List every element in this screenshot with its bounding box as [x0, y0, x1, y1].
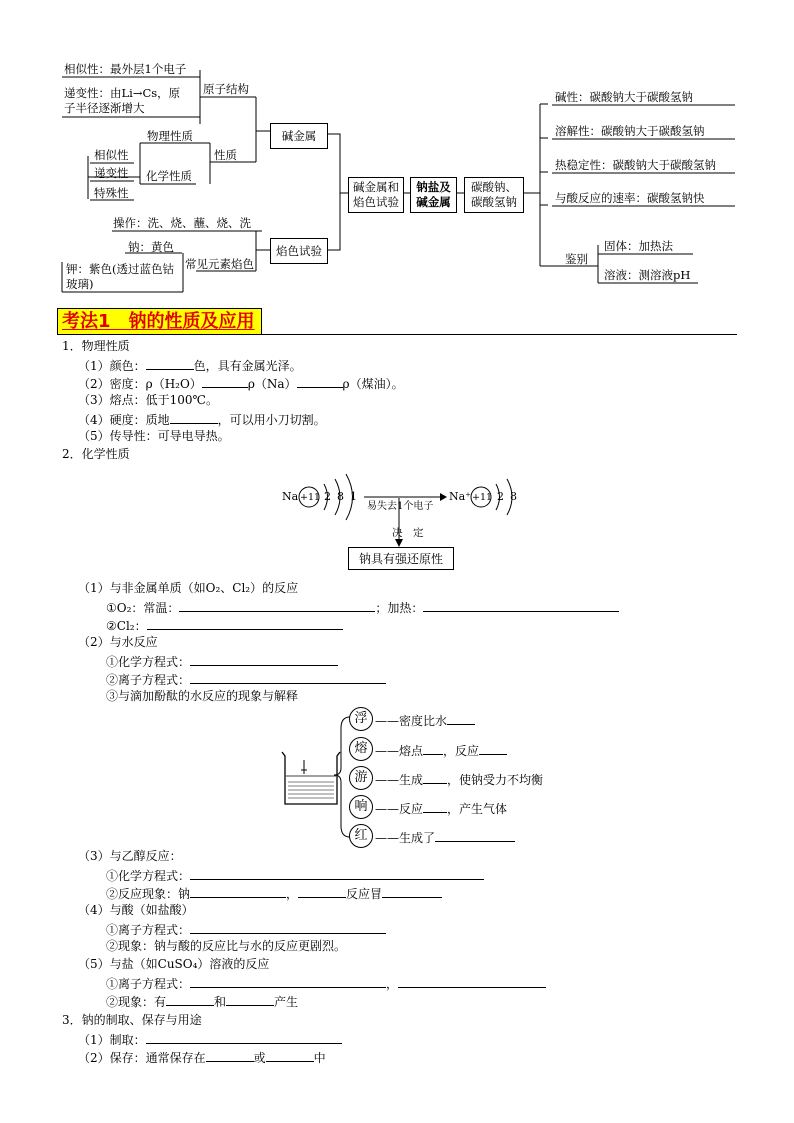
mm-potassium-line2: 玻璃): [66, 277, 94, 291]
phenomenon-blank: [423, 742, 443, 755]
s1-hardness-text: ，可以用小刀切割。: [217, 413, 326, 427]
mm-sodium-color: 钠：黄色: [128, 240, 174, 254]
atom-na: Na: [282, 490, 299, 503]
r3-phen-line: [106, 885, 442, 901]
blank-salt-1: [166, 993, 214, 1006]
r2-chem-label: ①化学方程式：: [106, 655, 191, 669]
r5-ion-line: [106, 975, 546, 991]
phenomenon-text: [375, 742, 507, 758]
mm-solubility: 溶解性：碳酸钠大于碳酸氢钠: [555, 124, 705, 138]
s1-density-na: ρ（Na）: [247, 377, 297, 391]
s3-make-line: [78, 1031, 342, 1047]
atom-arrow-text: 易失去1个电子: [367, 501, 434, 512]
r3-phen-text: 反应冒: [346, 887, 383, 901]
atom-conclusion-box: 钠具有强还原性: [348, 547, 454, 570]
r5-comma: ，: [386, 977, 399, 991]
atom-decides: 决 定: [392, 527, 424, 539]
phenomenon-text-b: ，使钠受力不均衡: [447, 773, 544, 787]
s2-title: 2．化学性质: [62, 447, 130, 461]
mm-chemical: 化学性质: [146, 169, 192, 183]
shell-left-2: 8: [337, 490, 344, 503]
shell-left-1: 2: [324, 490, 331, 503]
blank-ethanol-3: [382, 885, 442, 898]
r5-phen-line: [106, 993, 298, 1009]
phenomenon-text: [375, 800, 507, 816]
phenomenon-circle: 熔: [349, 737, 373, 761]
mm-operation: 操作：洗、烧、蘸、烧、洗: [113, 216, 251, 230]
r1-o2-label: ①O₂：常温：: [106, 601, 180, 615]
mm-node-flame-test: 焰色试验: [270, 238, 328, 264]
phenomenon-text-a: ——反应: [375, 802, 424, 816]
mm-atomic-structure: 原子结构: [203, 82, 249, 96]
s1-color-label: （1）颜色：: [78, 359, 146, 373]
r2-ion-label: ②离子方程式：: [106, 673, 191, 687]
blank-salt-ion-2: [398, 975, 546, 988]
r3-title: （3）与乙醇反应：: [78, 849, 182, 863]
mm-trend2: 递变性: [94, 166, 129, 180]
s1-melting: （3）熔点：低于100℃。: [78, 393, 218, 407]
mm-center-line2: 焰色试验: [353, 195, 399, 209]
mm-trend-line2: 子半径逐渐增大: [64, 101, 145, 115]
r3-chem-label: ①化学方程式：: [106, 869, 191, 883]
s1-conduct: （5）传导性：可导电导热。: [78, 429, 230, 443]
r5-phen-text: 产生: [274, 995, 299, 1009]
r5-title: （5）与盐（如CuSO₄）溶液的反应: [78, 957, 270, 971]
r3-phen-label: ②反应现象：钠: [106, 887, 191, 901]
phenomenon-text: [375, 829, 515, 845]
s3-store-or: 或: [253, 1051, 266, 1065]
mm-salt-line1: 钠盐及: [416, 180, 451, 194]
blank-store-1: [206, 1049, 254, 1062]
phenomenon-text-b: ，反应: [443, 744, 480, 758]
s1-hardness-label: （4）硬度：质地: [78, 413, 170, 427]
phenomenon-blank: [435, 829, 515, 842]
mm-carb-line2: 碳酸氢钠: [471, 195, 517, 209]
r4-ion-label: ①离子方程式：: [106, 923, 191, 937]
s3-store-line: [78, 1049, 326, 1065]
r3-phen-comma: ，: [286, 887, 299, 901]
mm-solid: 固体：加热法: [604, 239, 673, 253]
mm-basicity: 碱性：碳酸钠大于碳酸氢钠: [555, 90, 693, 104]
blank-ethanol-1: [190, 885, 286, 898]
phenomenon-blank: [423, 771, 447, 784]
mm-identify: 鉴别: [565, 252, 588, 266]
blank-salt-2: [226, 993, 274, 1006]
r1-heat-label: ；加热：: [375, 601, 424, 615]
phenomenon-circle: 响: [349, 795, 373, 819]
atom-na-ion: Na⁺: [449, 490, 471, 503]
blank-salt-ion-1: [190, 975, 386, 988]
phenomenon-text-a: ——生成了: [375, 831, 436, 845]
r4-ion-line: [106, 921, 386, 937]
blank-make: [146, 1031, 342, 1044]
phenomenon-text-a: ——生成: [375, 773, 424, 787]
mm-common-flame: 常见元素焰色: [185, 257, 254, 271]
s3-store-label: （2）保存：通常保存在: [78, 1051, 206, 1065]
mm-node-alkali-metal: 碱金属: [270, 123, 328, 149]
mm-properties: 性质: [214, 148, 237, 162]
mm-special: 特殊性: [94, 186, 129, 200]
r5-phen-label: ②现象：有: [106, 995, 167, 1009]
mm-potassium-line1: 钾：紫色(透过蓝色钴: [66, 262, 174, 276]
atom-nucleus-left: +11: [300, 492, 321, 503]
shell-right-1: 2: [497, 490, 504, 503]
mm-salt-line2: 碱金属: [416, 195, 451, 209]
blank-ethanol-2: [298, 885, 346, 898]
phenomenon-blank: [479, 742, 507, 755]
r5-ion-label: ①离子方程式：: [106, 977, 191, 991]
s3-store-end: 中: [313, 1051, 326, 1065]
mm-carb-line1: 碳酸钠、: [471, 180, 517, 194]
mm-physical: 物理性质: [147, 129, 193, 143]
phenomenon-text: [375, 712, 475, 728]
mm-trend-line1: 递变性：由Li→Cs，原: [64, 86, 181, 100]
mm-similar2: 相似性: [94, 148, 129, 162]
s1-density-kerosene: ρ（煤油）。: [342, 377, 404, 391]
s3-make-label: （1）制取：: [78, 1033, 146, 1047]
r5-phen-and: 和: [214, 995, 227, 1009]
s3-title: 3．钠的制取、保存与用途: [62, 1013, 202, 1027]
phenomenon-text: [375, 771, 543, 787]
r4-title: （4）与酸（如盐酸）: [78, 903, 194, 917]
r1-cl2-label: ②Cl₂：: [106, 619, 147, 633]
mm-thermal: 热稳定性：碳酸钠大于碳酸氢钠: [555, 158, 716, 172]
atom-nucleus-right: +11: [472, 492, 493, 503]
r2-phen: ③与滴加酚酞的水反应的现象与解释: [106, 689, 299, 703]
phenomenon-circle: 游: [349, 766, 373, 790]
phenomenon-text-b: ，产生气体: [447, 802, 508, 816]
mm-solution: 溶液：测溶液pH: [604, 268, 691, 282]
r3-chem-line: [106, 867, 484, 883]
r1-title: （1）与非金属单质（如O₂、Cl₂）的反应: [78, 581, 299, 595]
mm-acid-rate: 与酸反应的速率：碳酸氢钠快: [555, 191, 705, 205]
section-heading: 考法1 钠的性质及应用: [57, 308, 262, 335]
phenomenon-blank: [447, 712, 475, 725]
shell-right-2: 8: [510, 490, 517, 503]
shell-left-3: 1: [350, 490, 357, 503]
s1-density-h2o: （2）密度：ρ（H₂O）: [78, 377, 202, 391]
blank-ethanol-chem: [190, 867, 484, 880]
s1-color-text: 色，具有金属光泽。: [193, 359, 302, 373]
phenomenon-circle: 浮: [349, 707, 373, 731]
phenomenon-text-a: ——密度比水: [375, 714, 448, 728]
phenomenon-blank: [423, 800, 447, 813]
mm-similar: 相似性：最外层1个电子: [64, 62, 187, 76]
r2-title: （2）与水反应: [78, 635, 158, 649]
mm-center-line1: 碱金属和: [353, 180, 399, 194]
blank-acid-ion: [190, 921, 386, 934]
phenomenon-text-a: ——熔点: [375, 744, 424, 758]
phenomenon-circle: 红: [349, 824, 373, 848]
blank-store-2: [266, 1049, 314, 1062]
r4-phen: ②现象：钠与酸的反应比与水的反应更剧烈。: [106, 939, 347, 953]
s1-title: 1．物理性质: [62, 339, 130, 353]
